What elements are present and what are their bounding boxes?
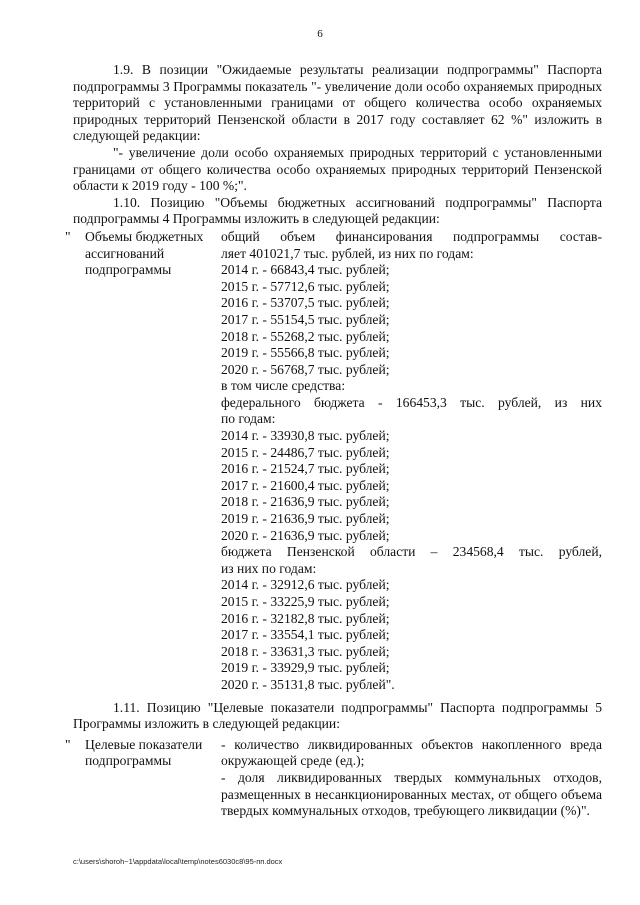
targets-value-cell <box>221 737 602 820</box>
budget-line: 2017 г. - 21600,4 тыс. рублей; <box>221 477 390 493</box>
budget-line: бюджета Пензенской области – 234568,4 тыс. рублей, <box>221 544 602 560</box>
page-number: 6 <box>317 28 323 40</box>
budget-line: по годам: <box>221 411 276 427</box>
budget-line: 2015 г. - 33225,9 тыс. рублей; <box>221 594 390 609</box>
document-body <box>65 62 602 820</box>
budget-table <box>65 228 602 694</box>
paragraph-1-9-quote: "- увеличение доли особо охраняемых природных территорий с установленными границами от общего количества особо охраняемых природных территорий Пензенской области к 2019 году - 100 %;". <box>73 144 602 194</box>
budget-line: 2020 г. - 35131,8 тыс. рублей". <box>221 676 395 692</box>
budget-label: Объемы бюджетных ассигнований подпрограммы <box>85 228 204 278</box>
budget-line: в том числе средства: <box>221 378 346 394</box>
target-item: - количество ликвидированных объектов накопленного вреда окружающей среде (ед.); <box>221 736 602 769</box>
opening-quote: " <box>65 228 71 244</box>
budget-line: 2014 г. - 32912,6 тыс. рублей; <box>221 577 390 593</box>
budget-line: 2016 г. - 21524,7 тыс. рублей; <box>221 461 390 477</box>
budget-line: 2017 г. - 55154,5 тыс. рублей; <box>221 311 390 327</box>
targets-label-cell <box>65 736 221 820</box>
budget-line: 2018 г. - 55268,2 тыс. рублей; <box>221 328 390 344</box>
budget-line: из них по годам: <box>221 560 317 576</box>
budget-line: 2020 г. - 21636,9 тыс. рублей; <box>221 527 390 543</box>
budget-line: 2019 г. - 55566,8 тыс. рублей; <box>221 345 390 361</box>
budget-line: 2017 г. - 33554,1 тыс. рублей; <box>221 627 390 643</box>
budget-line: ляет 401021,7 тыс. рублей, из них по годам: <box>221 245 474 261</box>
paragraph-1-11: 1.11. Позицию "Целевые показатели подпрограммы" Паспорта подпрограммы 5 Программы изложить в следующей редакции: <box>73 699 602 732</box>
target-item: - доля ликвидированных твердых коммунальных отходов, размещенных в несанкционированных местах, от общего объема твердых коммунальных отходов, требующего ликвидации (%)". <box>221 769 602 819</box>
budget-line: 2019 г. - 21636,9 тыс. рублей; <box>221 511 390 527</box>
budget-label-cell <box>65 228 221 694</box>
budget-line: общий объем финансирования подпрограммы состав- <box>221 228 602 244</box>
file-path-footer: c:\users\shoroh~1\appdata\local\temp\notes6030c8\95-пп.docx <box>73 857 283 866</box>
paragraph-1-9: 1.9. В позиции "Ожидаемые результаты реализации подпрограммы" Паспорта подпрограммы 3 Программы показатель "- увеличение доли особо охраняемых природных территорий с установленными границами от общего количества особо охраняемых природных территорий Пензенской области в 2017 году составляет 62 %" изложить в следующей редакции: <box>73 62 602 144</box>
targets-table <box>65 736 602 820</box>
budget-line: 2016 г. - 32182,8 тыс. рублей; <box>221 610 390 626</box>
budget-line: 2015 г. - 24486,7 тыс. рублей; <box>221 444 390 460</box>
budget-line: 2016 г. - 53707,5 тыс. рублей; <box>221 295 390 311</box>
budget-line: 2020 г. - 56768,7 тыс. рублей; <box>221 361 390 377</box>
budget-line: федерального бюджета - 166453,3 тыс. рублей, из них <box>221 394 602 410</box>
budget-value-cell <box>221 229 602 694</box>
targets-label: Целевые показатели подпрограммы <box>85 736 203 769</box>
budget-line: 2018 г. - 21636,9 тыс. рублей; <box>221 494 390 510</box>
opening-quote: " <box>65 736 71 752</box>
paragraph-1-10: 1.10. Позицию "Объемы бюджетных ассигнований подпрограммы" Паспорта подпрограммы 4 Программы изложить в следующей редакции: <box>73 194 602 227</box>
budget-line: 2014 г. - 66843,4 тыс. рублей; <box>221 262 390 278</box>
budget-line: 2018 г. - 33631,3 тыс. рублей; <box>221 643 390 659</box>
budget-line: 2019 г. - 33929,9 тыс. рублей; <box>221 660 390 676</box>
budget-line: 2015 г. - 57712,6 тыс. рублей; <box>221 278 390 294</box>
budget-line: 2014 г. - 33930,8 тыс. рублей; <box>221 428 390 444</box>
